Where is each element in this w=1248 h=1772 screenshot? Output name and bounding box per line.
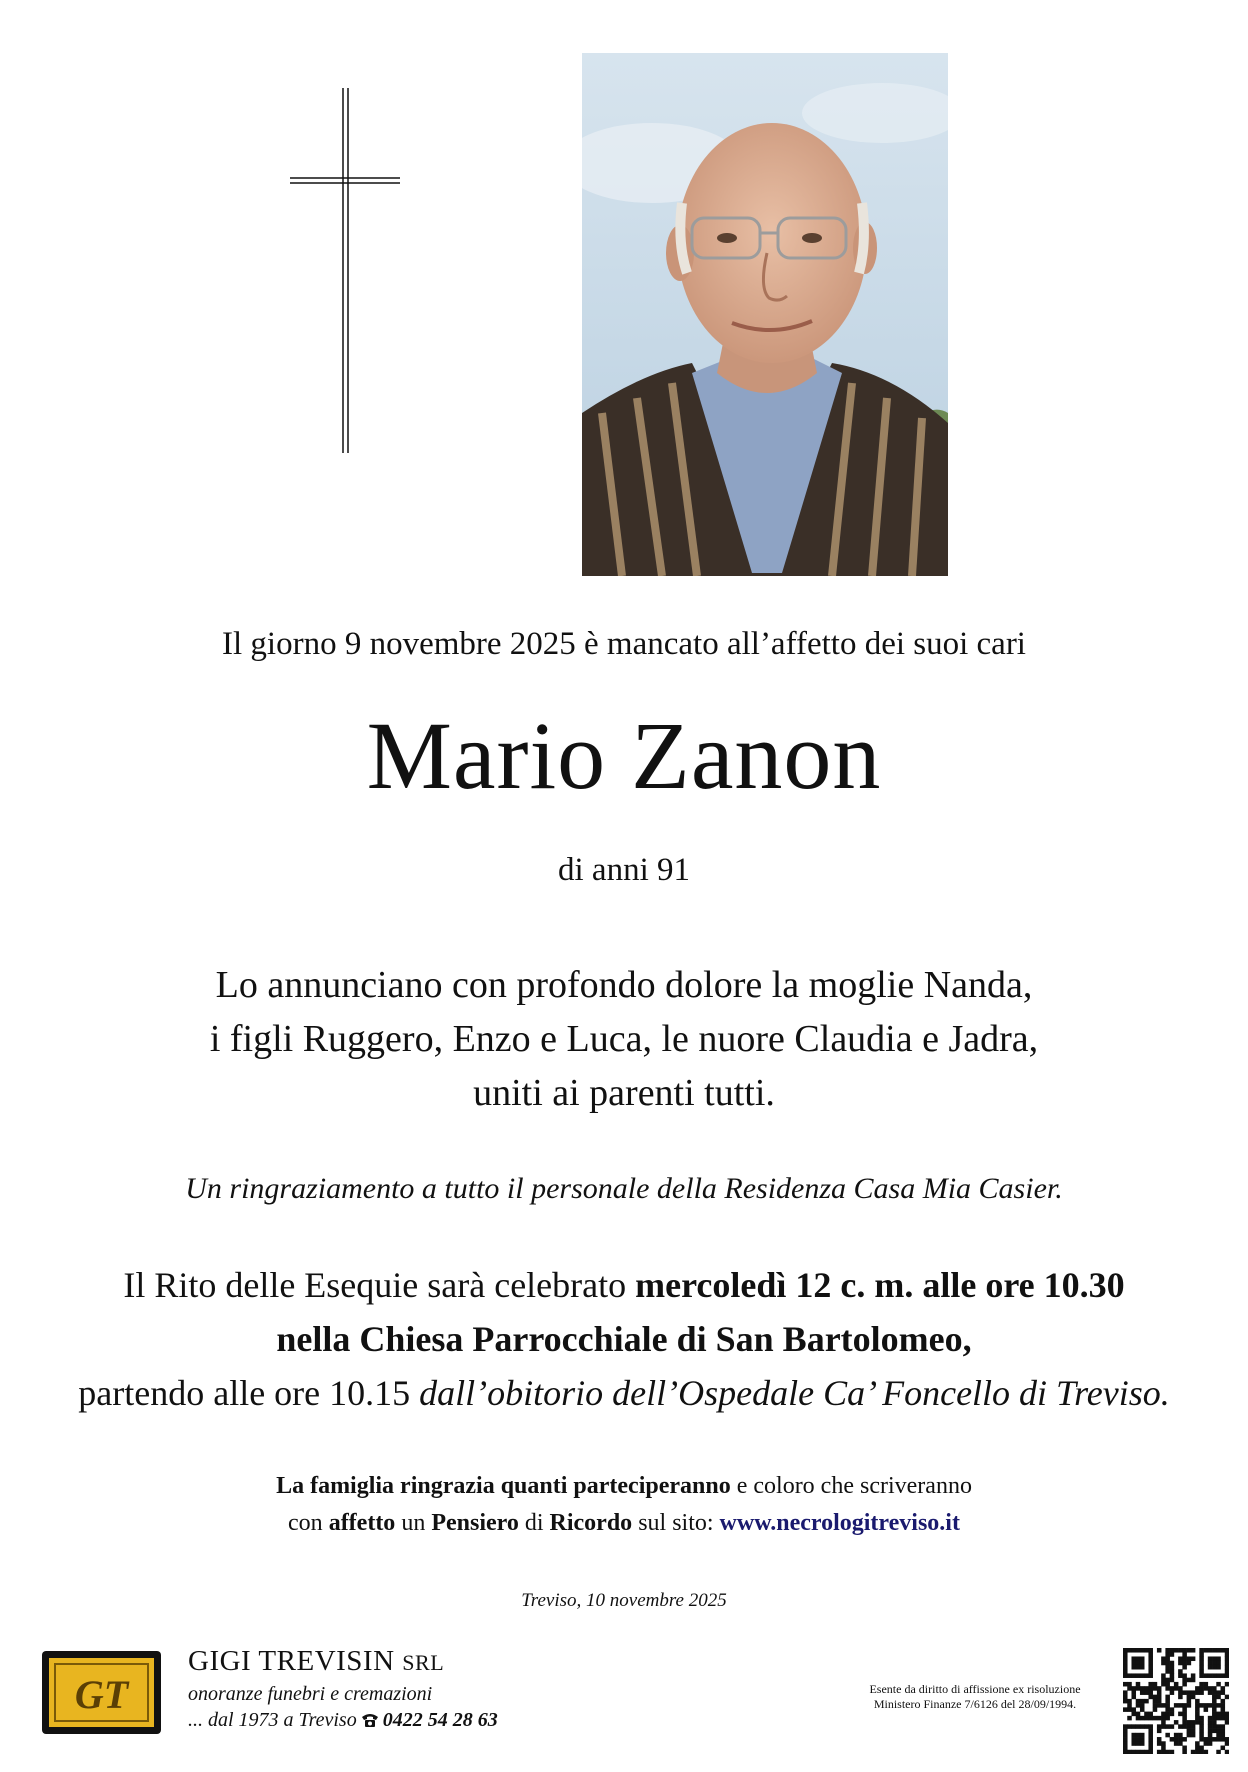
rite-date-time: mercoledì 12 c. m. alle ore 10.30 [635, 1265, 1125, 1305]
tax-exemption-note [855, 1682, 1095, 1712]
family-thanks-line-1 [0, 1473, 1248, 1500]
family-thanks-text: e coloro che scriveranno [730, 1473, 972, 1499]
funeral-rite-line-1 [0, 1264, 1248, 1306]
announcement-line: i figli Ruggero, Enzo e Luca, le nuore Claudia e Jadra, [209, 1018, 1039, 1060]
announcement-line: uniti ai parenti tutti. [473, 1072, 775, 1114]
company-name: GIGI TREVISIN [188, 1645, 395, 1677]
text-bold: Ricordo [549, 1510, 633, 1536]
text: di [518, 1510, 550, 1536]
rite-text: Il Rito delle Esequie sarà celebrato [123, 1265, 636, 1305]
website-link[interactable]: www.necrologitreviso.it [719, 1510, 960, 1536]
logo-letters: GT [74, 1672, 129, 1717]
place-date: Treviso, 10 novembre 2025 [521, 1590, 727, 1611]
exemption-line: Ministero Finanze 7/6126 del 28/09/1994. [873, 1697, 1077, 1711]
rite-departure-place: dall’obitorio dell’Ospedale Ca’ Foncello di Treviso. [419, 1373, 1170, 1413]
company-suffix: SRL [402, 1650, 445, 1675]
qr-code[interactable] [1123, 1648, 1229, 1754]
text: sul sito: [632, 1510, 720, 1536]
telephone-icon [361, 1709, 379, 1725]
cross-icon [290, 88, 400, 458]
company-name-line [188, 1643, 498, 1681]
company-logo [42, 1651, 161, 1734]
phone-number[interactable]: 0422 54 28 63 [382, 1709, 498, 1731]
text-bold: affetto [328, 1510, 396, 1536]
thanks-note: Un ringraziamento a tutto il personale della Residenza Casa Mia Casier. [185, 1172, 1063, 1205]
deceased-age: di anni 91 [558, 852, 690, 888]
announcement-line: Lo annunciano con profondo dolore la moglie Nanda, [215, 964, 1033, 1006]
company-info [188, 1643, 498, 1733]
rite-departure-time: partendo alle ore 10.15 [78, 1373, 420, 1413]
deceased-name: Mario Zanon [366, 702, 882, 809]
company-subtitle: onoranze funebri e cremazioni [188, 1683, 433, 1705]
death-announcement-intro: Il giorno 9 novembre 2025 è mancato all’affetto dei suoi cari [222, 626, 1026, 662]
family-thanks-line-2 [0, 1510, 1248, 1537]
family-thanks-bold: La famiglia ringrazia quanti parteciperanno [276, 1473, 731, 1499]
portrait-photo [582, 53, 948, 576]
company-since: ... dal 1973 a Treviso [188, 1709, 357, 1731]
exemption-line: Esente da diritto di affissione ex risoluzione [869, 1682, 1081, 1696]
company-since-line [188, 1707, 498, 1733]
funeral-rite-line-3 [0, 1372, 1248, 1414]
text: un [395, 1510, 432, 1536]
text-bold: Pensiero [431, 1510, 519, 1536]
funeral-rite-location: nella Chiesa Parrocchiale di San Bartolomeo, [276, 1319, 972, 1359]
text: con [288, 1510, 329, 1536]
